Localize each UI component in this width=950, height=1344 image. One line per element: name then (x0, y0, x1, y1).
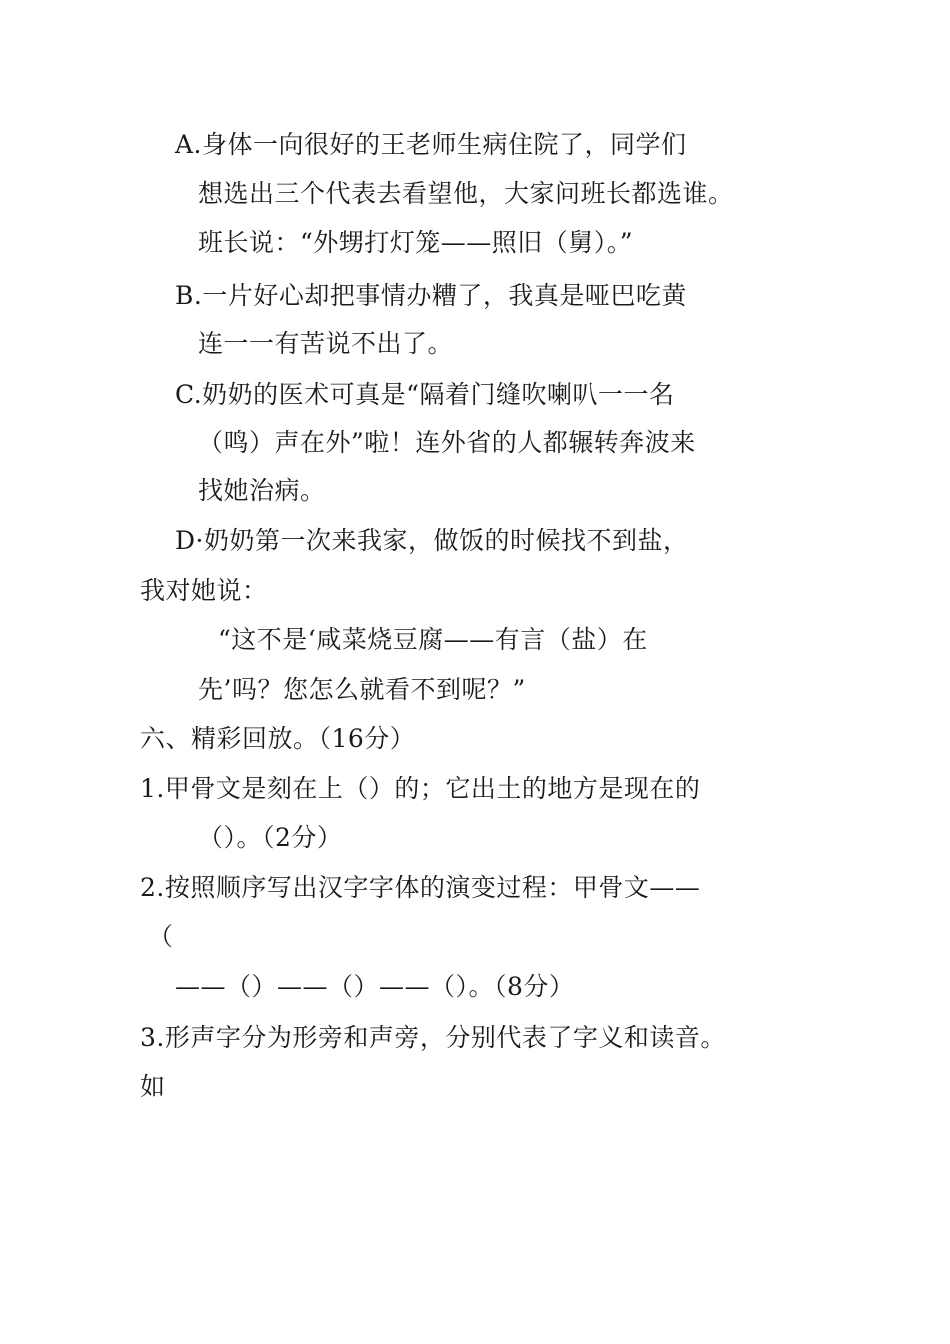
option-b-line-1: B.一片好心却把事情办糟了，我真是哑巴吃黄 (175, 281, 687, 310)
question-1-line-1: 1.甲骨文是刻在上（）的；它出土的地方是现在的 (140, 774, 701, 803)
question-3-line-1: 3.形声字分为形旁和声旁，分别代表了字义和读音。 (140, 1023, 726, 1052)
question-2-line-3: ——（）——（）——（）。（8分） (175, 972, 575, 1001)
option-d-line-2: 我对她说： (140, 576, 268, 605)
option-a-line-2: 想选出三个代表去看望他，大家问班长都选谁。 (198, 179, 734, 208)
question-1-line-2: （）。（2分） (198, 823, 343, 852)
section-6-heading: 六、精彩回放。（16分） (140, 724, 416, 753)
option-a-line-1: A.身体一向很好的王老师生病住院了，同学们 (175, 130, 687, 159)
option-d-line-1: D·奶奶第一次来我家，做饭的时候找不到盐， (175, 526, 689, 555)
option-c-line-2: （鸣）声在外”啦！连外省的人都辗转奔波来 (198, 428, 696, 457)
question-2-line-2: （ (148, 922, 174, 951)
option-c-line-3: 找她治病。 (198, 476, 326, 505)
option-b-line-2: 连一一有苦说不出了。 (198, 329, 454, 358)
option-c-line-1: C.奶奶的医术可真是“隔着门缝吹喇叭一一名 (175, 380, 675, 409)
option-d-line-3: “这不是‘咸菜烧豆腐——有言（盐）在 (218, 625, 648, 654)
option-d-line-4: 先’吗？您怎么就看不到呢？” (198, 675, 526, 704)
question-3-line-2: 如 (140, 1072, 166, 1101)
question-2-line-1: 2.按照顺序写出汉字字体的演变过程：甲骨文—— (140, 873, 701, 902)
option-a-line-3: 班长说：“外甥打灯笼——照旧（舅）。” (198, 228, 634, 257)
